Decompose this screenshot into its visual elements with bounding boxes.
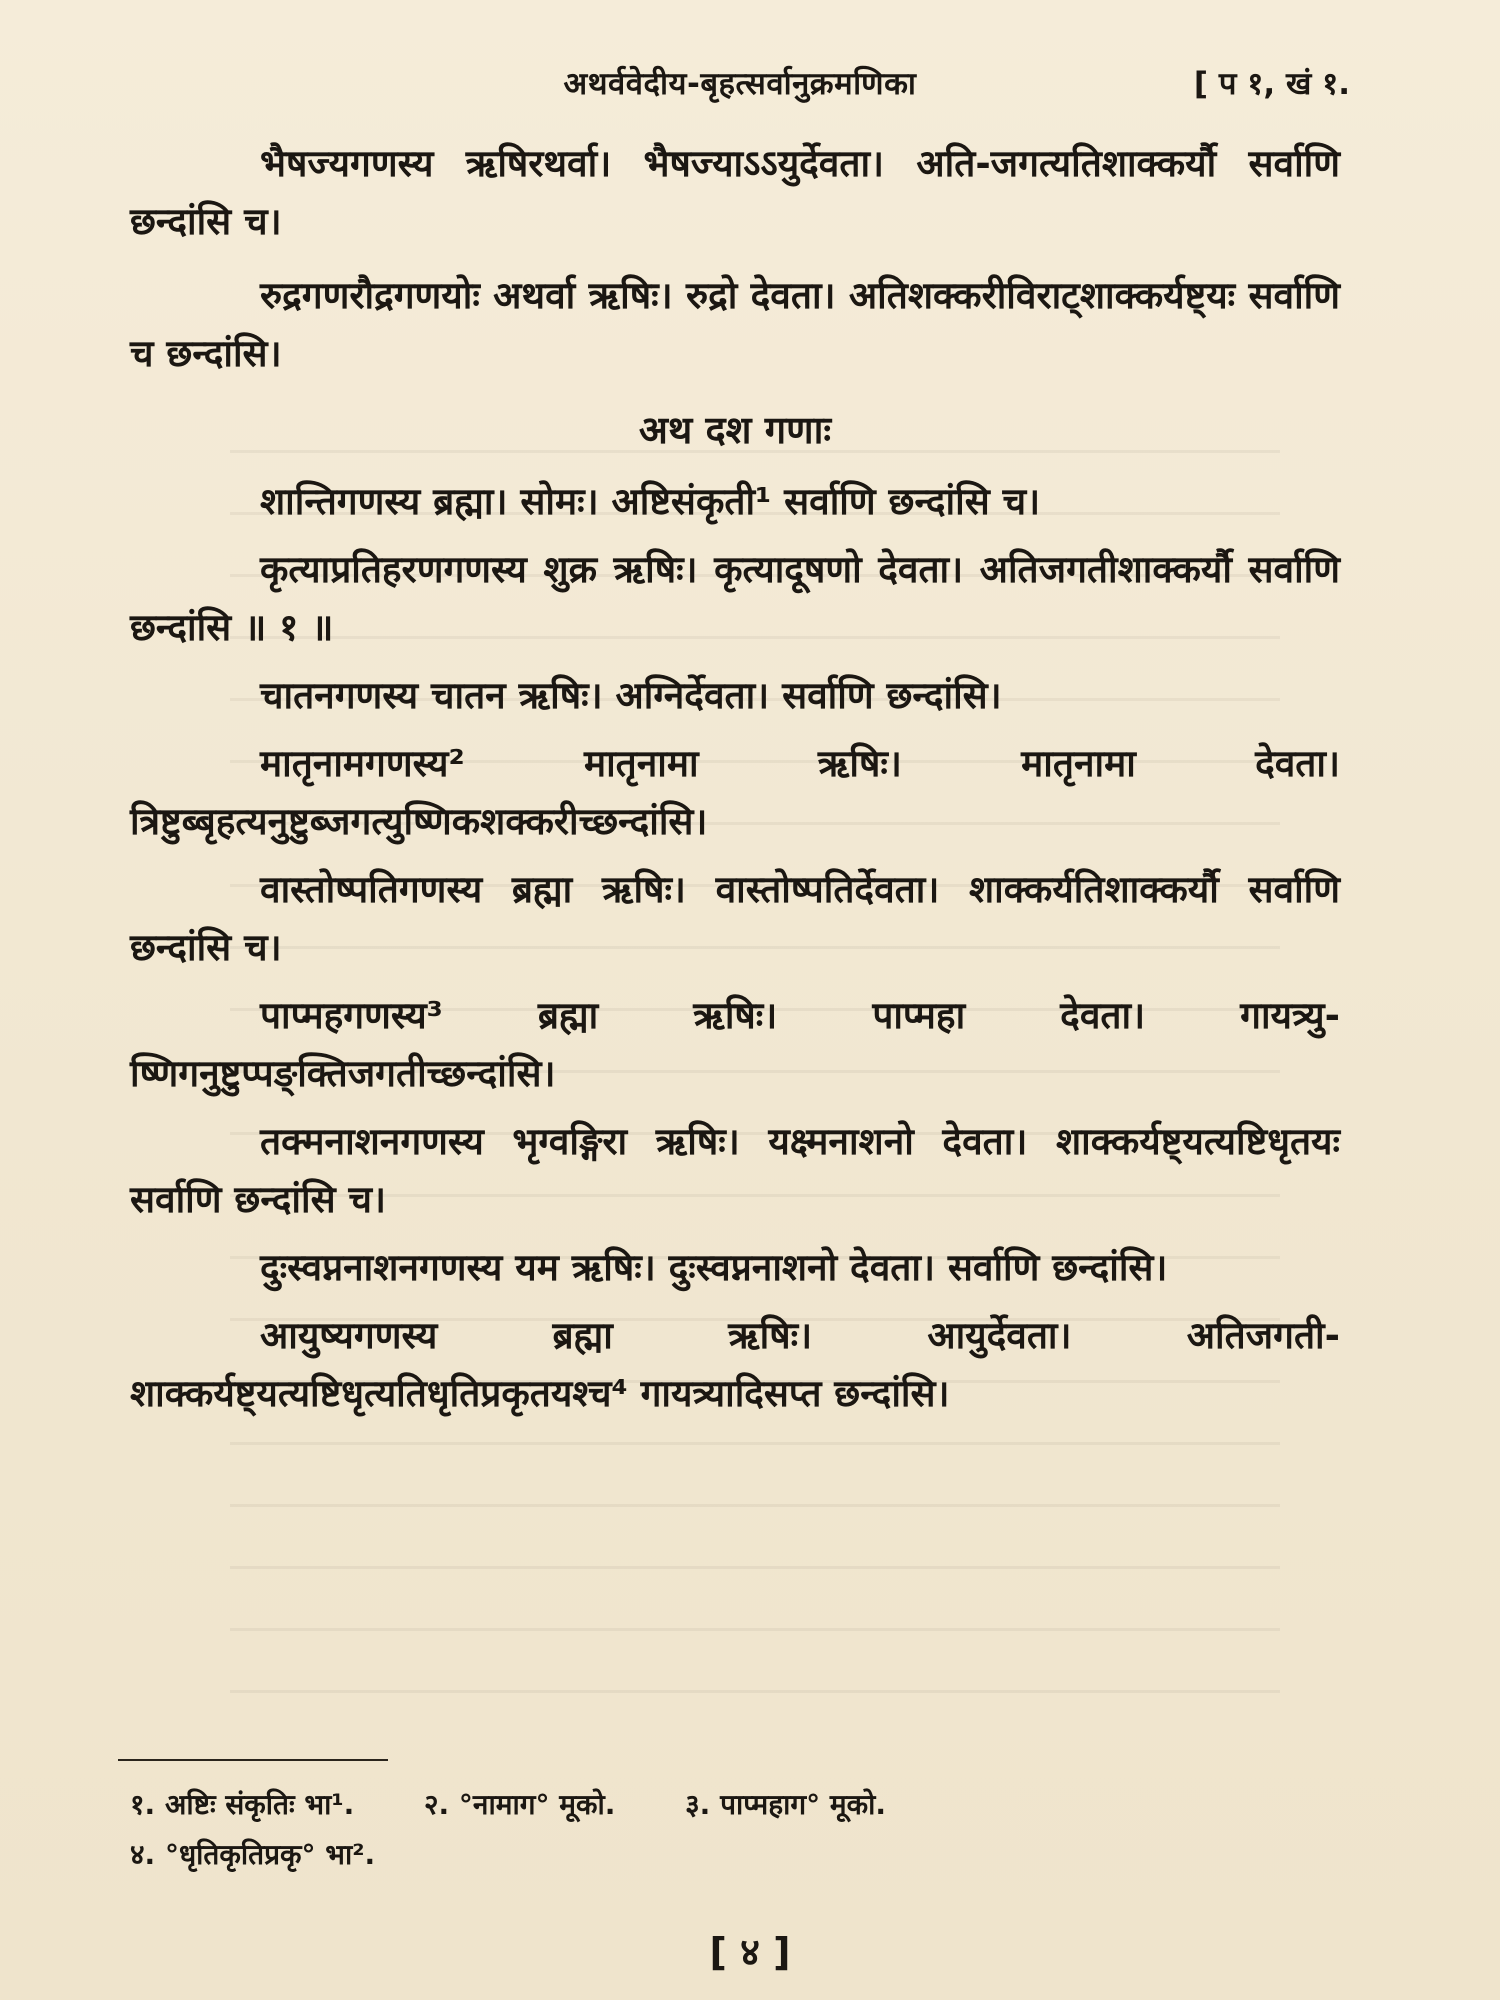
footnote-line (130, 1830, 1340, 1880)
paragraph: चातनगणस्य चातन ऋषिः। अग्निर्देवता। सर्वाणि छन्दांसि। (260, 674, 1002, 717)
paragraph: तक्मनाशनगणस्य भृग्वङ्गिरा ऋषिः। यक्ष्मनाशनो देवता। शाक्कर्यष्ट्यत्यष्टिधृतयः सर्वाणि छन्दांसि च। (130, 1120, 1340, 1221)
footnote-item: ४. °धृतिकृतिप्रकृ° भा². (130, 1838, 376, 1871)
paragraph: रुद्रगणरौद्रगणयोः अथर्वा ऋषिः। रुद्रो देवता। अतिशक्करीविराट्शाक्कर्यष्ट्यः सर्वाणि च छन्दांसि। (130, 274, 1340, 375)
paragraph: दुःस्वप्ननाशनगणस्य यम ऋषिः। दुःस्वप्ननाशनो देवता। सर्वाणि छन्दांसि। (260, 1246, 1168, 1289)
footnote-item: १. अष्टिः संकृतिः भा¹. (130, 1788, 355, 1821)
header-title: अथर्ववेदीय-बृहत्सर्वानुक्रमणिका (563, 66, 917, 102)
paragraph: वास्तोष्पतिगणस्य ब्रह्मा ऋषिः। वास्तोष्पतिर्देवता। शाक्कर्यतिशाक्कर्यौ सर्वाणि छन्दांसि च। (130, 868, 1340, 969)
footnote-line (130, 1780, 1340, 1830)
header-reference: [ प १, खं १. (1193, 66, 1350, 102)
section-heading: अथ दश गणाः (638, 408, 832, 452)
footnotes (130, 1780, 1340, 1880)
paragraph: पाप्महगणस्य³ ब्रह्मा ऋषिः। पाप्महा देवता। गायत्र्यु-ष्णिगनुष्टुप्पङ्क्तिजगतीच्छन्दांसि। (130, 994, 1340, 1095)
paragraph: मातृनामगणस्य² मातृनामा ऋषिः। मातृनामा देवता। त्रिष्टुब्बृहत्यनुष्टुब्जगत्युष्णिकशक्करीच्छन्दांसि। (130, 742, 1340, 843)
running-header (130, 62, 1350, 112)
paragraph: भैषज्यगणस्य ऋषिरथर्वा। भैषज्याऽऽयुर्देवता। अति-जगत्यतिशाक्कर्यौ सर्वाणि छन्दांसि च। (130, 142, 1340, 243)
paragraph: आयुष्यगणस्य ब्रह्मा ऋषिः। आयुर्देवता। अतिजगती-शाक्कर्यष्ट्यत्यष्टिधृत्यतिधृतिप्रकृतयश्च⁴ गायत्र्यादिसप्त छन्दांसि। (130, 1314, 1340, 1415)
paragraph: शान्तिगणस्य ब्रह्मा। सोमः। अष्टिसंकृती¹ सर्वाणि छन्दांसि च। (260, 480, 1041, 523)
footnote-divider (118, 1759, 388, 1761)
main-text (130, 135, 1340, 1433)
paragraph: कृत्याप्रतिहरणगणस्य शुक्र ऋषिः। कृत्यादूषणो देवता। अतिजगतीशाक्कर्यौ सर्वाणि छन्दांसि ॥ १ ॥ (130, 548, 1340, 649)
footnote-item: ३. पाप्महाग° मूको. (685, 1788, 886, 1821)
page-number: [ ४ ] (709, 1930, 791, 1974)
footnote-item: २. °नामाग° मूको. (423, 1788, 616, 1821)
